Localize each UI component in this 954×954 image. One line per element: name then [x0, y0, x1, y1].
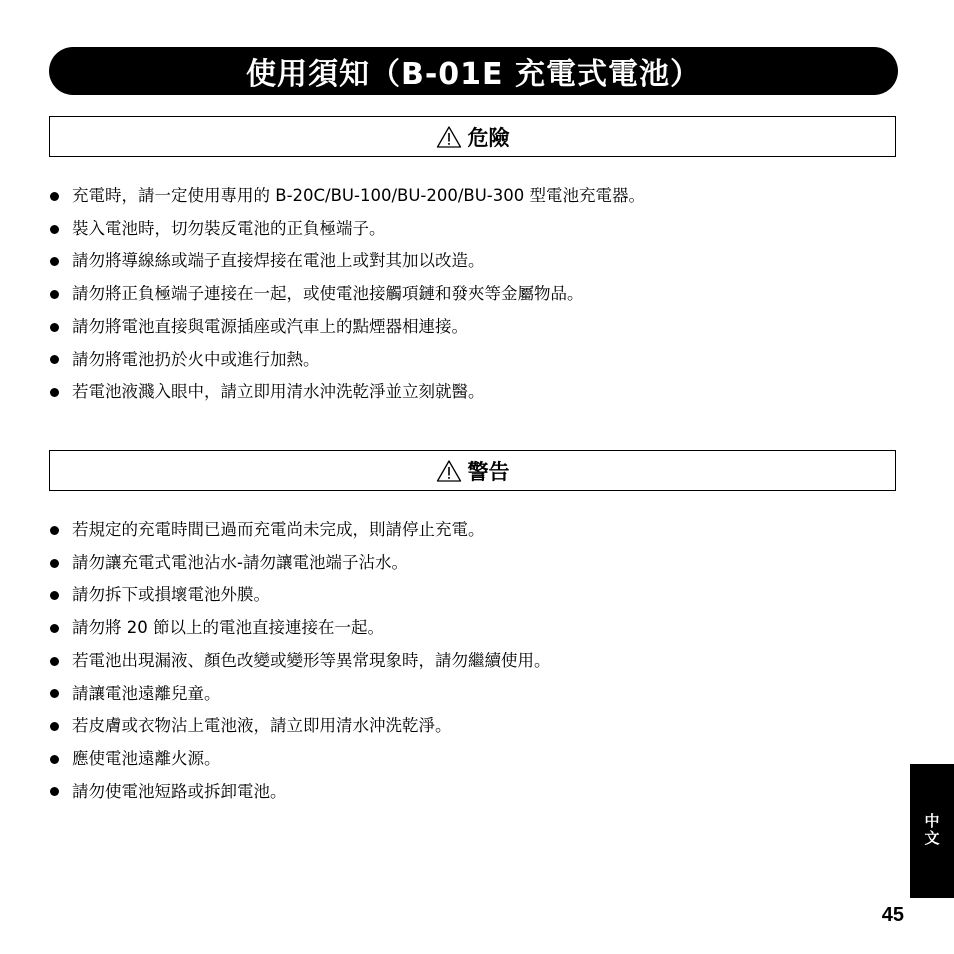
bullet-icon — [50, 290, 59, 299]
bullet-icon — [50, 624, 59, 633]
list-item — [50, 710, 551, 743]
list-item-text: 應使電池遠離火源。 — [72, 748, 221, 768]
list-item — [50, 213, 645, 246]
list-item-text: 若規定的充電時間已過而充電尚未完成，則請停止充電。 — [72, 520, 485, 540]
list-item — [50, 677, 551, 710]
warning-heading-group — [436, 456, 510, 486]
bullet-icon — [50, 192, 59, 201]
list-item-text: 請勿將電池扔於火中或進行加熱。 — [72, 349, 320, 369]
bullet-icon — [50, 755, 59, 764]
page-title-bar — [49, 47, 898, 95]
bullet-icon — [50, 722, 59, 731]
list-item — [50, 514, 551, 547]
list-item — [50, 743, 551, 776]
bullet-icon — [50, 388, 59, 397]
bullet-icon — [50, 591, 59, 600]
list-item-text: 裝入電池時，切勿裝反電池的正負極端子。 — [72, 218, 386, 238]
list-item-text: 請勿將導線絲或端子直接焊接在電池上或對其加以改造。 — [72, 251, 485, 271]
bullet-icon — [50, 526, 59, 535]
bullet-icon — [50, 657, 59, 666]
warning-section-header — [49, 450, 896, 491]
warning-triangle-icon — [436, 459, 462, 483]
list-item — [50, 343, 645, 376]
warning-heading: 警告 — [467, 459, 510, 484]
bullet-icon — [50, 257, 59, 266]
list-item-text: 若皮膚或衣物沾上電池液，請立即用清水沖洗乾淨。 — [72, 716, 452, 736]
bullet-icon — [50, 323, 59, 332]
bullet-icon — [50, 787, 59, 796]
list-item-text: 請勿將正負極端子連接在一起，或使電池接觸項鏈和發夾等金屬物品。 — [72, 284, 584, 304]
bullet-icon — [50, 225, 59, 234]
list-item — [50, 612, 551, 645]
list-item — [50, 579, 551, 612]
list-item-text: 若電池出現漏液、顏色改變或變形等異常現象時，請勿繼續使用。 — [72, 650, 551, 670]
page-number: 45 — [881, 904, 904, 926]
danger-section-header — [49, 116, 896, 157]
danger-heading-group — [436, 122, 510, 152]
warning-list — [50, 514, 551, 808]
list-item — [50, 547, 551, 580]
language-tab-label: 中文 — [922, 813, 941, 847]
bullet-icon — [50, 689, 59, 698]
list-item — [50, 180, 645, 213]
list-item-text: 請勿將電池直接與電源插座或汽車上的點煙器相連接。 — [72, 316, 468, 336]
list-item-text: 請勿拆下或損壞電池外膜。 — [72, 585, 270, 605]
list-item — [50, 376, 645, 409]
list-item-text: 請讓電池遠離兒童。 — [72, 683, 221, 703]
list-item — [50, 776, 551, 809]
warning-triangle-icon — [436, 125, 462, 149]
danger-list — [50, 180, 645, 409]
page-title: 使用須知（B-01E 充電式電池） — [245, 57, 701, 92]
list-item-text: 充電時，請一定使用專用的 B-20C/BU-100/BU-200/BU-300 型電池充電器。 — [72, 186, 645, 206]
bullet-icon — [50, 355, 59, 364]
danger-heading: 危險 — [467, 125, 510, 150]
list-item — [50, 245, 645, 278]
list-item-text: 請勿使電池短路或拆卸電池。 — [72, 781, 287, 801]
language-side-tab — [910, 764, 954, 898]
list-item-text: 請勿將 20 節以上的電池直接連接在一起。 — [72, 618, 384, 638]
list-item — [50, 311, 645, 344]
list-item-text: 若電池液濺入眼中，請立即用清水沖洗乾淨並立刻就醫。 — [72, 382, 485, 402]
list-item-text: 請勿讓充電式電池沾水-請勿讓電池端子沾水。 — [72, 552, 408, 572]
list-item — [50, 278, 645, 311]
list-item — [50, 645, 551, 678]
bullet-icon — [50, 559, 59, 568]
